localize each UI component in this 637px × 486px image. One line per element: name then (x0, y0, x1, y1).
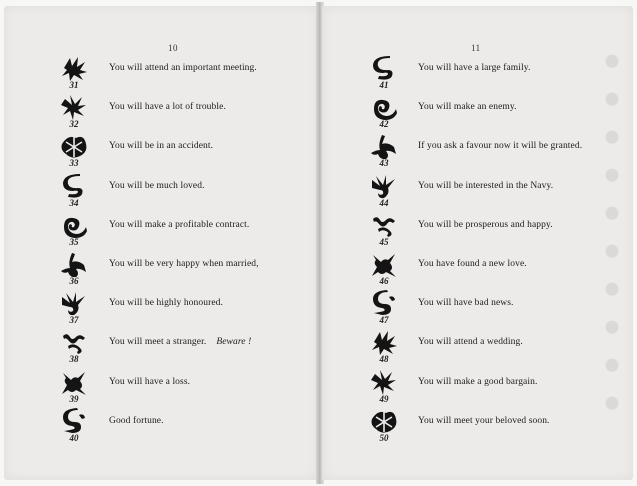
ink-symbol-icon (58, 250, 90, 290)
symbol-number: 46 (379, 276, 389, 286)
fortune-entry (322, 93, 633, 133)
symbol-number: 36 (69, 276, 79, 286)
symbol-number: 31 (69, 80, 79, 90)
ink-symbol-icon (58, 211, 90, 251)
fortune-text-main: You will be very happy when married, (109, 259, 259, 269)
fortune-text (109, 298, 223, 308)
fortune-entry (322, 54, 633, 94)
fortune-text-main: You will have a large family. (418, 63, 531, 73)
ink-symbol-icon (58, 172, 90, 212)
fortune-text (109, 337, 251, 347)
symbol-number: 40 (69, 432, 79, 443)
ink-symbol-icon (58, 93, 90, 133)
symbol-number: 32 (69, 119, 79, 130)
symbol-number: 50 (379, 432, 389, 443)
fortune-text (418, 337, 523, 347)
ink-symbol-icon (58, 289, 90, 329)
fortune-entry (4, 93, 318, 133)
symbol-number: 33 (69, 158, 79, 169)
fortune-text (418, 377, 537, 387)
fortune-entry (4, 172, 318, 212)
fortune-entry (322, 211, 633, 251)
fortune-text (418, 63, 530, 73)
fortune-entry (4, 250, 318, 290)
fortune-text-main: You will be in an accident. (109, 141, 214, 152)
ink-symbol-icon (58, 368, 90, 408)
fortune-text-main: If you ask a favour now it will be granted. (418, 141, 583, 152)
ink-symbol-icon (368, 250, 400, 290)
ink-symbol-icon (368, 407, 400, 447)
symbol-number: 47 (379, 315, 389, 326)
fortune-entry (4, 211, 318, 251)
fortune-entry (4, 407, 318, 447)
fortune-entry (322, 172, 633, 212)
ink-symbol-icon (58, 54, 90, 94)
symbol-number: 38 (69, 354, 79, 365)
page-number: 11 (471, 43, 481, 53)
fortune-text-main: You will make an enemy. (418, 102, 517, 113)
fortune-text (109, 259, 259, 269)
fortune-entry (322, 132, 633, 172)
fortune-text-main: You will be much loved. (109, 180, 205, 191)
fortune-text-main: You will attend a wedding. (418, 337, 523, 348)
fortune-entry (4, 54, 318, 94)
fortune-entry (322, 289, 633, 329)
symbol-number: 48 (379, 354, 389, 365)
fortune-text-main: You will make a good bargain. (418, 376, 538, 387)
fortune-entry (4, 328, 318, 368)
fortune-entry (322, 250, 633, 290)
fortune-emphasis: Beware ! (216, 337, 252, 348)
fortune-text-main: Good fortune. (109, 415, 164, 426)
symbol-number: 42 (379, 119, 389, 130)
ink-symbol-icon (58, 407, 90, 447)
fortune-text (418, 102, 517, 112)
symbol-number: 35 (69, 236, 79, 247)
fortune-text-main: You will be prosperous and happy. (418, 219, 553, 230)
ink-symbol-icon (368, 368, 400, 408)
symbol-number: 43 (379, 158, 389, 169)
fortune-entry (322, 328, 633, 368)
fortune-text (109, 181, 205, 191)
fortune-entry (322, 368, 633, 408)
ink-symbol-icon (368, 93, 400, 133)
symbol-number: 34 (69, 197, 79, 208)
page-number: 10 (168, 43, 178, 53)
ink-symbol-icon (368, 211, 400, 251)
ink-symbol-icon (368, 172, 400, 212)
symbol-number: 44 (379, 197, 389, 208)
left-page (4, 6, 318, 480)
fortune-text-main: You will have a lot of trouble. (109, 102, 226, 113)
symbol-number: 39 (69, 393, 79, 404)
fortune-text-main: You will be interested in the Navy. (418, 180, 554, 191)
fortune-text (109, 377, 190, 387)
fortune-text-main: You will meet a stranger. (109, 337, 207, 348)
ink-symbol-icon (58, 328, 90, 368)
fortune-text (418, 220, 553, 230)
fortune-text (109, 220, 249, 230)
ink-symbol-icon (368, 54, 400, 94)
fortune-text (418, 141, 582, 151)
fortune-text (418, 416, 550, 426)
fortune-text-main: You will make a profitable contract. (109, 219, 250, 230)
fortune-text-main: You will attend an important meeting. (109, 63, 257, 73)
symbol-number: 49 (379, 393, 389, 404)
fortune-entry (4, 132, 318, 172)
fortune-text-main: You will meet your beloved soon. (418, 415, 550, 426)
fortune-text (418, 298, 514, 308)
fortune-text (109, 63, 257, 73)
ink-symbol-icon (368, 289, 400, 329)
fortune-entry (4, 368, 318, 408)
fortune-text (109, 141, 213, 151)
symbol-number: 45 (379, 236, 389, 247)
fortune-entry (4, 289, 318, 329)
fortune-text (109, 416, 164, 426)
fortune-text (418, 259, 527, 269)
ink-symbol-icon (368, 132, 400, 172)
right-page (322, 6, 633, 480)
fortune-text-main: You will be highly honoured. (109, 298, 223, 309)
fortune-text-main: You will have bad news. (418, 298, 514, 309)
ink-symbol-icon (58, 132, 90, 172)
fortune-text (109, 102, 226, 112)
symbol-number: 37 (69, 315, 79, 326)
fortune-text (418, 181, 553, 191)
fortune-entry (322, 407, 633, 447)
fortune-text-main: You will have a loss. (109, 376, 191, 387)
symbol-number: 41 (379, 80, 389, 90)
fortune-text-main: You have found a new love. (418, 259, 527, 269)
ink-symbol-icon (368, 328, 400, 368)
